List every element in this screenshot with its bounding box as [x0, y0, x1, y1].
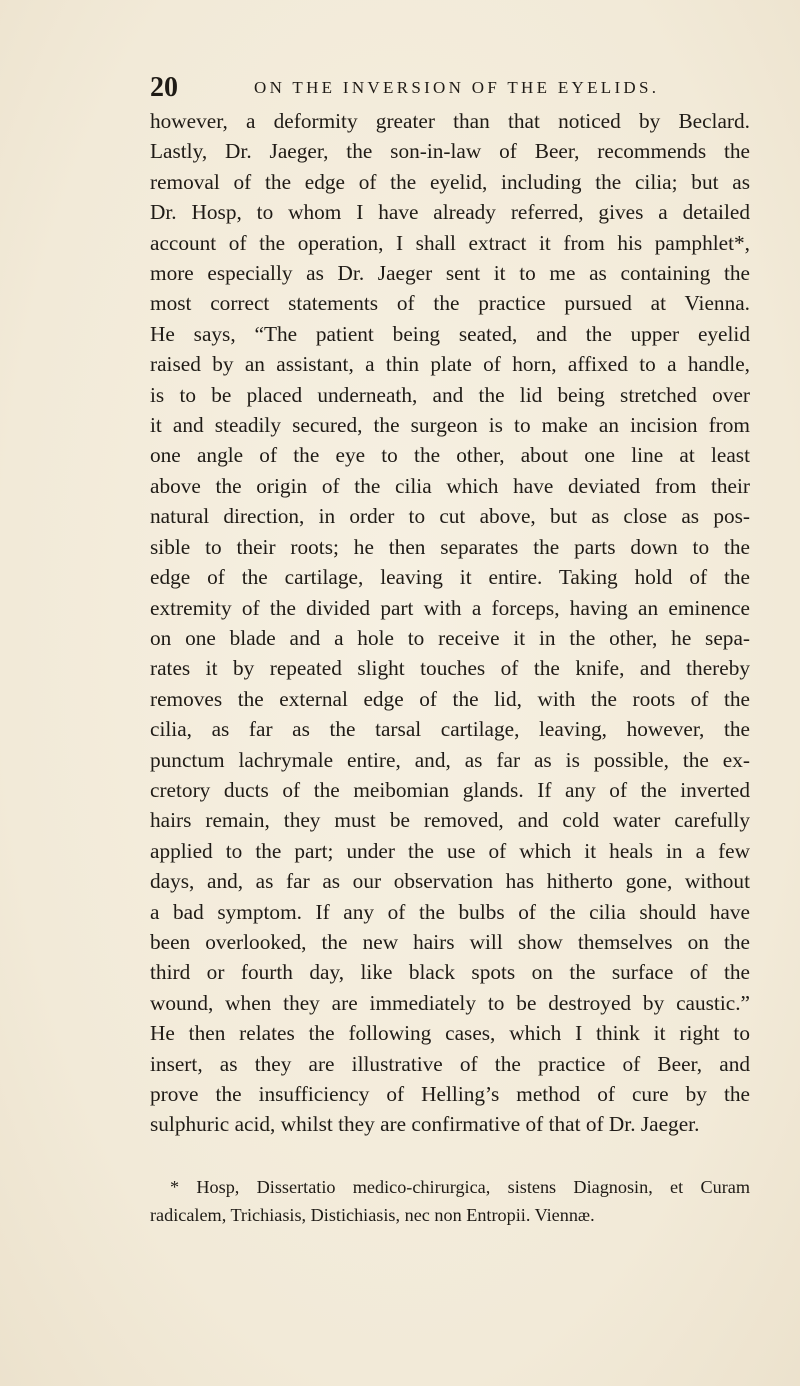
body-line: sible to their roots; he then separates the parts down to the: [150, 534, 750, 559]
body-line: prove the insufficiency of Helling’s method of cure by the: [150, 1082, 750, 1106]
body-line: applied to the part; under the use of which it heals in a few: [150, 838, 750, 863]
running-head: ON THE INVERSION OF THE EYELIDS.: [254, 78, 660, 97]
body-line: natural direction, in order to cut above, but as close as pos-: [150, 504, 750, 529]
body-line: sulphuric acid, whilst they are confirmative of that of Dr. Jaeger.: [150, 1112, 700, 1137]
body-line: cilia, as far as the tarsal cartilage, leaving, however, the: [150, 717, 750, 742]
footnote: [150, 1173, 750, 1229]
body-line: wound, when they are immediately to be destroyed by caustic.”: [150, 990, 750, 1015]
body-line: one angle of the eye to the other, about one line at least: [150, 443, 750, 468]
body-line: a bad symptom. If any of the bulbs of the cilia should have: [150, 899, 750, 924]
footnote-line: * Hosp, Dissertatio medico-chirurgica, sistens Diagnosin, et Curam: [170, 1177, 750, 1197]
body-line: rates it by repeated slight touches of the knife, and thereby: [150, 656, 750, 681]
body-line: Dr. Hosp, to whom I have already referred, gives a detailed: [150, 200, 750, 225]
body-line: removal of the edge of the eyelid, including the cilia; but as: [150, 169, 750, 194]
body-line: extremity of the divided part with a forceps, having an eminence: [150, 595, 750, 620]
body-line: raised by an assistant, a thin plate of horn, affixed to a handle,: [150, 352, 750, 377]
body-line: edge of the cartilage, leaving it entire. Taking hold of the: [150, 565, 750, 590]
body-line: days, and, as far as our observation has hitherto gone, without: [150, 869, 750, 894]
body-line: however, a deformity greater than that noticed by Beclard.: [150, 109, 750, 133]
body-line: above the origin of the cilia which have deviated from their: [150, 473, 750, 498]
body-line: been overlooked, the new hairs will show themselves on the: [150, 929, 750, 954]
body-line: insert, as they are illustrative of the practice of Beer, and: [150, 1051, 750, 1076]
body-line: third or fourth day, like black spots on the surface of the: [150, 960, 750, 985]
body-line: more especially as Dr. Jaeger sent it to me as containing the: [150, 261, 750, 286]
page-header: [150, 66, 750, 110]
body-line: it and steadily secured, the surgeon is to make an incision from: [150, 413, 750, 438]
footnote-line: radicalem, Trichiasis, Distichiasis, nec non Entropii. Viennæ.: [150, 1205, 595, 1225]
body-line: on one blade and a hole to receive it in the other, he sepa-: [150, 625, 750, 650]
body-line: most correct statements of the practice pursued at Vienna.: [150, 291, 750, 316]
body-line: punctum lachrymale entire, and, as far as is possible, the ex-: [150, 747, 750, 772]
body-line: Lastly, Dr. Jaeger, the son-in-law of Beer, recommends the: [150, 139, 750, 164]
page-number: 20: [150, 72, 178, 103]
body-line: He then relates the following cases, which I think it right to: [150, 1021, 750, 1046]
body-line: is to be placed underneath, and the lid being stretched over: [150, 382, 750, 407]
body-line: cretory ducts of the meibomian glands. If any of the inverted: [150, 777, 750, 802]
body-line: account of the operation, I shall extract it from his pamphlet*,: [150, 230, 750, 255]
body-text: [150, 106, 750, 1140]
body-line: removes the external edge of the lid, with the roots of the: [150, 686, 750, 711]
body-line: He says, “The patient being seated, and the upper eyelid: [150, 321, 750, 346]
body-line: hairs remain, they must be removed, and cold water carefully: [150, 808, 750, 833]
